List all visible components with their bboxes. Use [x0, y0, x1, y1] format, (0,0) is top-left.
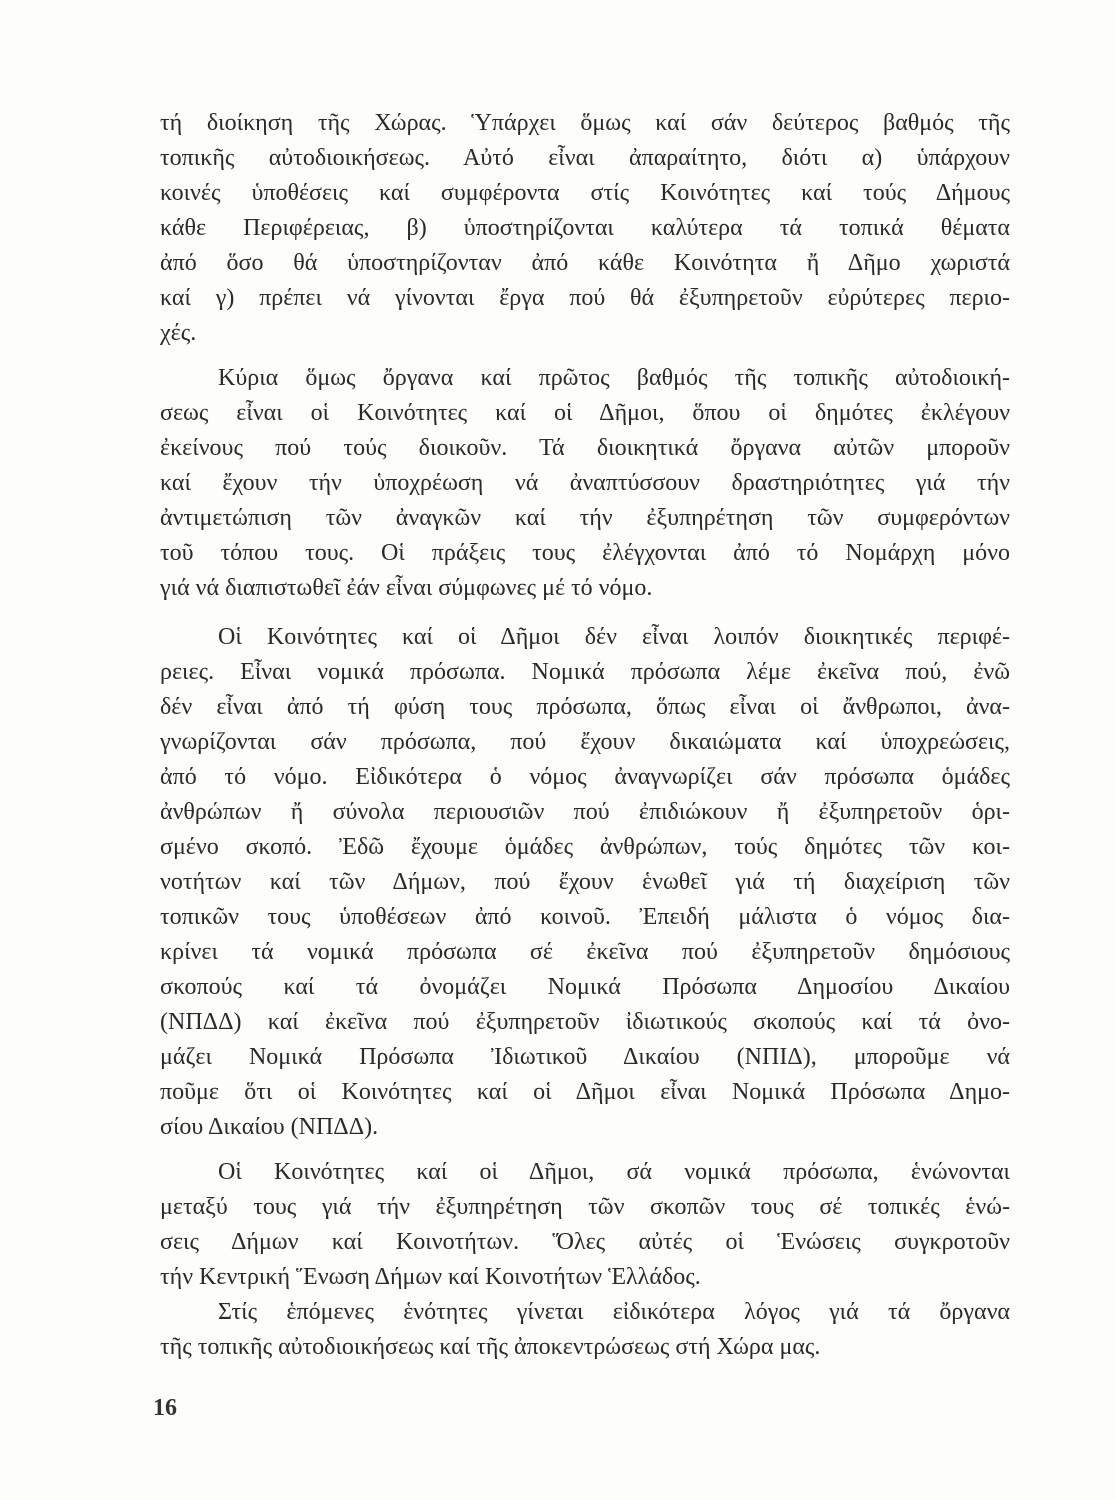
paragraph [160, 1155, 1010, 1295]
text-line: ἀπό τό νόμο. Εἰδικότερα ὁ νόμος ἀναγνωρίζει σάν πρόσωπα ὁμάδες [160, 764, 1010, 790]
text-line: Οἱ Κοινότητες καί οἱ Δῆμοι δέν εἶναι λοιπόν διοικητικές περιφέ- [218, 624, 1010, 650]
text-line: καί ἔχουν τήν ὑποχρέωση νά ἀναπτύσσουν δραστηριότητες γιά τήν [160, 470, 1010, 496]
paragraph [160, 106, 1010, 351]
text-line: ρειες. Εἶναι νομικά πρόσωπα. Νομικά πρόσωπα λέμε ἐκεῖνα πού, ἐνῶ [160, 659, 1010, 685]
text-line: μάζει Νομικά Πρόσωπα Ἰδιωτικοῦ Δικαίου (ΝΠΙΔ), μποροῦμε νά [160, 1044, 1010, 1070]
text-line: (ΝΠΔΔ) καί ἐκεῖνα πού ἐξυπηρετοῦν ἰδιωτικούς σκοπούς καί τά ὀνο- [160, 1009, 1010, 1035]
text-line: κρίνει τά νομικά πρόσωπα σέ ἐκεῖνα πού ἐξυπηρετοῦν δημόσιους [160, 939, 1010, 965]
text-line: γνωρίζονται σάν πρόσωπα, πού ἔχουν δικαιώματα καί ὑποχρεώσεις, [160, 729, 1010, 755]
text-line: δέν εἶναι ἀπό τή φύση τους πρόσωπα, ὅπως εἶναι οἱ ἄνθρωποι, ἀνα- [160, 694, 1010, 720]
text-line: νοτήτων καί τῶν Δήμων, πού ἔχουν ἑνωθεῖ γιά τή διαχείριση τῶν [160, 869, 1010, 895]
text-line: σεως εἶναι οἱ Κοινότητες καί οἱ Δῆμοι, ὅπου οἱ δημότες ἐκλέγουν [160, 400, 1010, 426]
text-line: σμένο σκοπό. Ἐδῶ ἔχουμε ὁμάδες ἀνθρώπων, τούς δημότες τῶν κοι- [160, 834, 1010, 860]
text-line: τή διοίκηση τῆς Χώρας. Ὑπάρχει ὅμως καί σάν δεύτερος βαθμός τῆς [160, 110, 1010, 136]
text-line: τοπικῶν τους ὑποθέσεων ἀπό κοινοῦ. Ἐπειδή μάλιστα ὁ νόμος δια- [160, 904, 1010, 930]
text-line: ποῦμε ὅτι οἱ Κοινότητες καί οἱ Δῆμοι εἶναι Νομικά Πρόσωπα Δημο- [160, 1079, 1010, 1105]
text-line: ἀπό ὅσο θά ὑποστηρίζονταν ἀπό κάθε Κοινότητα ἤ Δῆμο χωριστά [160, 250, 1010, 276]
text-line: γιά νά διαπιστωθεῖ ἐάν εἶναι σύμφωνες μέ τό νόμο. [160, 575, 653, 601]
text-line: καί γ) πρέπει νά γίνονται ἔργα πού θά ἐξυπηρετοῦν εὐρύτερες περιο- [160, 285, 1010, 311]
page-body [160, 106, 1010, 1365]
text-line: τήν Κεντρική Ἕνωση Δήμων καί Κοινοτήτων Ἑλλάδος. [160, 1264, 701, 1290]
paragraph [160, 620, 1010, 1145]
text-line: μεταξύ τους γιά τήν ἐξυπηρέτηση τῶν σκοπῶν τους σέ τοπικές ἑνώ- [160, 1194, 1010, 1220]
text-line: κάθε Περιφέρειας, β) ὑποστηρίζονται καλύτερα τά τοπικά θέματα [160, 215, 1010, 241]
paragraph [160, 361, 1010, 606]
text-line: ἀνθρώπων ἤ σύνολα περιουσιῶν πού ἐπιδιώκουν ἤ ἐξυπηρετοῦν ὁρι- [160, 799, 1010, 825]
paragraph [160, 1295, 1010, 1365]
text-line: σίου Δικαίου (ΝΠΔΔ). [160, 1114, 379, 1140]
text-line: κοινές ὑποθέσεις καί συμφέροντα στίς Κοινότητες καί τούς Δήμους [160, 180, 1010, 206]
text-line: Οἱ Κοινότητες καί οἱ Δῆμοι, σά νομικά πρόσωπα, ἑνώνονται [218, 1159, 1010, 1185]
text-line: χές. [160, 320, 197, 346]
text-line: Στίς ἑπόμενες ἑνότητες γίνεται εἰδικότερα λόγος γιά τά ὄργανα [218, 1299, 1010, 1325]
text-line: ἐκείνους πού τούς διοικοῦν. Τά διοικητικά ὄργανα αὐτῶν μποροῦν [160, 435, 1010, 461]
text-line: σεις Δήμων καί Κοινοτήτων. Ὅλες αὐτές οἱ Ἑνώσεις συγκροτοῦν [160, 1229, 1010, 1255]
text-line: τοπικῆς αὐτοδιοικήσεως. Αὐτό εἶναι ἀπαραίτητο, διότι α) ὑπάρχουν [160, 145, 1010, 171]
text-line: ἀντιμετώπιση τῶν ἀναγκῶν καί τήν ἐξυπηρέτηση τῶν συμφερόντων [160, 505, 1010, 531]
text-line: Κύρια ὅμως ὄργανα καί πρῶτος βαθμός τῆς τοπικῆς αὐτοδιοική- [218, 365, 1010, 391]
page-number: 16 [153, 1395, 177, 1421]
text-line: τῆς τοπικῆς αὐτοδιοικήσεως καί τῆς ἀποκεντρώσεως στή Χώρα μας. [160, 1334, 821, 1360]
text-line: σκοπούς καί τά ὀνομάζει Νομικά Πρόσωπα Δημοσίου Δικαίου [160, 974, 1010, 1000]
text-line: τοῦ τόπου τους. Οἱ πράξεις τους ἐλέγχονται ἀπό τό Νομάρχη μόνο [160, 540, 1010, 566]
